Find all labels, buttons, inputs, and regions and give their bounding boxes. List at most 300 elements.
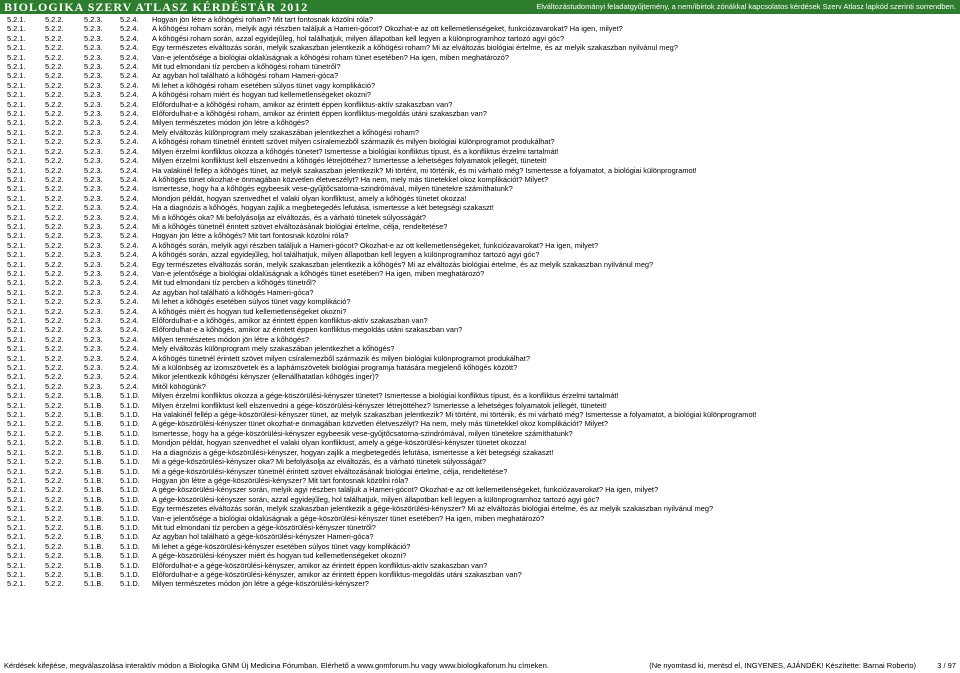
question-text: Ha valakinél fellép a gége-köszörülési-kényszer tünet, az melyik szakaszban jelentkezik? Mi történt, mi történik, és mi várható még? Ismertesse a folyamatot, a biológiai különprogramot! xyxy=(152,410,757,420)
section-code-2: 5.2.2. xyxy=(45,513,64,523)
section-code-1: 5.2.1. xyxy=(7,400,26,410)
question-table-wrapper xyxy=(0,15,960,589)
section-code-4: 5.2.4. xyxy=(120,231,139,241)
section-code-2: 5.2.2. xyxy=(45,99,64,109)
section-code-1: 5.2.1. xyxy=(7,268,26,278)
table-row xyxy=(0,62,960,71)
section-code-2: 5.2.2. xyxy=(45,287,64,297)
table-row xyxy=(0,532,960,541)
section-code-4: 5.2.4. xyxy=(120,268,139,278)
section-code-2: 5.2.2. xyxy=(45,344,64,354)
section-code-3: 5.1.B. xyxy=(84,541,104,551)
table-row xyxy=(0,382,960,391)
question-text: Mely elváltozás különprogram mely szakaszában jelentkezhet a kőhögési roham? xyxy=(152,127,420,137)
section-code-3: 5.1.B. xyxy=(84,485,104,495)
section-code-3: 5.1.B. xyxy=(84,504,104,514)
table-row xyxy=(0,213,960,222)
section-code-3: 5.2.3. xyxy=(84,146,103,156)
question-text: Mi a különbség az izomszövetek és a laphámszövetek biológiai programja hatására megjelenő kőhögés között? xyxy=(152,363,518,373)
section-code-4: 5.1.D. xyxy=(120,494,140,504)
question-text: Előfordulhat-e a gége-köszörülési-kényszer, amikor az érintett éppen konfliktus-megoldás utáni szakaszban van? xyxy=(152,569,522,579)
table-row xyxy=(0,147,960,156)
section-code-2: 5.2.2. xyxy=(45,569,64,579)
section-code-4: 5.2.4. xyxy=(120,316,139,325)
section-code-3: 5.2.3. xyxy=(84,43,103,53)
section-code-4: 5.2.4. xyxy=(120,137,139,147)
section-code-3: 5.1.B. xyxy=(84,569,104,579)
question-text: Van-e jelentősége a biológiai oldalúságnak a gége-köszörülési-kényszer tünet esetében? Ha igen, miben meghatározó? xyxy=(152,513,545,523)
section-code-3: 5.2.3. xyxy=(84,137,103,147)
section-code-4: 5.2.4. xyxy=(120,33,139,43)
question-text: A gége-köszörülési-kényszer miért és hogyan tud kellemetlenségeket okozni? xyxy=(152,551,407,561)
section-code-2: 5.2.2. xyxy=(45,137,64,147)
section-code-3: 5.1.B. xyxy=(84,551,104,561)
section-code-4: 5.2.4. xyxy=(120,165,139,175)
section-code-1: 5.2.1. xyxy=(7,146,26,156)
table-row xyxy=(0,203,960,212)
question-text: Egy természetes elváltozás során, melyik szakaszban jelentkezik a kőhögési roham? Mi az elváltozás biológiai értelme, és az melyik szakaszban nyilvánul meg? xyxy=(152,43,678,53)
section-code-3: 5.1.B. xyxy=(84,494,104,504)
section-code-1: 5.2.1. xyxy=(7,419,26,429)
table-row xyxy=(0,495,960,504)
section-code-2: 5.2.2. xyxy=(45,297,64,307)
question-text: Mit tud elmondani tíz percben a gége-köszörülési-kényszer tünetről? xyxy=(152,522,376,532)
section-code-4: 5.2.4. xyxy=(120,278,139,288)
table-row xyxy=(0,53,960,62)
table-row xyxy=(0,166,960,175)
section-code-3: 5.1.B. xyxy=(84,457,104,467)
question-text: Hogyan jön létre a kőhögési roham? Mit tart fontosnak közölni róla? xyxy=(152,15,374,24)
section-code-3: 5.2.3. xyxy=(84,259,103,269)
section-code-3: 5.2.3. xyxy=(84,24,103,34)
section-code-1: 5.2.1. xyxy=(7,579,26,589)
section-code-3: 5.2.3. xyxy=(84,278,103,288)
section-code-1: 5.2.1. xyxy=(7,297,26,307)
table-row xyxy=(0,118,960,127)
section-code-2: 5.2.2. xyxy=(45,532,64,542)
section-code-3: 5.1.B. xyxy=(84,475,104,485)
section-code-3: 5.2.3. xyxy=(84,381,103,391)
question-text: Hogyan jön létre a gége-köszörülési-kényszer? Mit tart fontosnak közölni róla? xyxy=(152,475,409,485)
question-text: Van-e jelentősége a biológiai oldalúságnak a kőhögés tünet esetében? Ha igen, miben meghatározó? xyxy=(152,268,485,278)
question-text: Milyen természetes módon jön létre a kőhögés? xyxy=(152,334,309,344)
section-code-4: 5.1.D. xyxy=(120,457,140,467)
section-code-3: 5.2.3. xyxy=(84,287,103,297)
section-code-3: 5.2.3. xyxy=(84,15,103,24)
table-row xyxy=(0,429,960,438)
section-code-3: 5.1.B. xyxy=(84,466,104,476)
question-text: Előfordulhat-e a kőhögési roham, amikor az érintett éppen konfliktus-megoldás utáni szakaszban van? xyxy=(152,109,487,119)
section-code-4: 5.1.D. xyxy=(120,447,140,457)
section-code-1: 5.2.1. xyxy=(7,560,26,570)
section-code-2: 5.2.2. xyxy=(45,551,64,561)
section-code-4: 5.2.4. xyxy=(120,156,139,166)
section-code-3: 5.1.B. xyxy=(84,410,104,420)
question-text: Az agyban hol található a kőhögési roham Hameri-góca? xyxy=(152,71,339,81)
section-code-1: 5.2.1. xyxy=(7,118,26,128)
section-code-2: 5.2.2. xyxy=(45,372,64,382)
question-text: Egy természetes elváltozás során, melyik szakaszban jelentkezik a kőhögés? Mi az elváltozás biológiai értelme, és az melyik szakaszban nyilvánul meg? xyxy=(152,259,654,269)
section-code-4: 5.1.D. xyxy=(120,438,140,448)
table-row xyxy=(0,260,960,269)
section-code-2: 5.2.2. xyxy=(45,475,64,485)
section-code-2: 5.2.2. xyxy=(45,400,64,410)
section-code-1: 5.2.1. xyxy=(7,62,26,72)
table-row xyxy=(0,448,960,457)
section-code-2: 5.2.2. xyxy=(45,43,64,53)
question-text: A kőhögési roham miért és hogyan tud kellemetlenségeket okozni? xyxy=(152,90,371,100)
table-row xyxy=(0,542,960,551)
section-code-4: 5.2.4. xyxy=(120,381,139,391)
section-code-2: 5.2.2. xyxy=(45,560,64,570)
question-text: A kőhögés tünetnél érintett szövet milyen csíralemezből származik és milyen biológiai különprogramot produkálhat? xyxy=(152,353,530,363)
table-row xyxy=(0,109,960,118)
question-text: A kőhögés tünet okozhat-e önmagában közvetlen életveszélyt? Ha nem, mely más tünetekkel okoz komplikációt? Milyet? xyxy=(152,174,549,184)
section-code-1: 5.2.1. xyxy=(7,447,26,457)
table-row xyxy=(0,128,960,137)
section-code-2: 5.2.2. xyxy=(45,90,64,100)
section-code-2: 5.2.2. xyxy=(45,71,64,81)
section-code-1: 5.2.1. xyxy=(7,466,26,476)
section-code-4: 5.2.4. xyxy=(120,221,139,231)
section-code-4: 5.2.4. xyxy=(120,43,139,53)
section-code-3: 5.2.3. xyxy=(84,268,103,278)
section-code-4: 5.2.4. xyxy=(120,109,139,119)
section-code-2: 5.2.2. xyxy=(45,381,64,391)
table-row xyxy=(0,335,960,344)
section-code-4: 5.1.D. xyxy=(120,419,140,429)
section-code-1: 5.2.1. xyxy=(7,475,26,485)
section-code-3: 5.2.3. xyxy=(84,221,103,231)
table-row xyxy=(0,354,960,363)
section-code-1: 5.2.1. xyxy=(7,513,26,523)
question-text: Hogyan jön létre a kőhögés? Mit tart fontosnak közölni róla? xyxy=(152,231,349,241)
section-code-3: 5.2.3. xyxy=(84,33,103,43)
question-text: Előfordulhat-e a kőhögés, amikor az érintett éppen konfliktus-megoldás utáni szakaszban van? xyxy=(152,325,463,335)
question-text: A gége-köszörülési-kényszer tünet okozhat-e önmagában közvetlen életveszélyt? Ha nem, mely más tünetekkel okoz komplikációt? Milyet? xyxy=(152,419,608,429)
section-code-4: 5.2.4. xyxy=(120,24,139,34)
table-row xyxy=(0,175,960,184)
section-code-1: 5.2.1. xyxy=(7,316,26,325)
section-code-3: 5.1.B. xyxy=(84,391,104,401)
table-row xyxy=(0,401,960,410)
question-text: A gége-köszörülési-kényszer során, melyik agyi részben találjuk a Hameri-gócot? Okozhat-e az ott kellemetlenségeket, funkciózavarokat? Ha igen, milyet? xyxy=(152,485,659,495)
section-code-4: 5.2.4. xyxy=(120,212,139,222)
table-row xyxy=(0,100,960,109)
question-text: Milyen érzelmi konfliktus okozza a gége-köszörülési-kényszer tünetet? Ismertesse a biológiai konfliktus típust, és a konfliktus érzelmi tartalmát! xyxy=(152,391,619,401)
section-code-4: 5.2.4. xyxy=(120,99,139,109)
section-code-3: 5.2.3. xyxy=(84,203,103,213)
section-code-2: 5.2.2. xyxy=(45,127,64,137)
table-row xyxy=(0,156,960,165)
table-row xyxy=(0,194,960,203)
section-code-2: 5.2.2. xyxy=(45,579,64,589)
section-code-3: 5.2.3. xyxy=(84,250,103,260)
section-code-2: 5.2.2. xyxy=(45,184,64,194)
section-code-1: 5.2.1. xyxy=(7,363,26,373)
table-row xyxy=(0,476,960,485)
section-code-3: 5.1.B. xyxy=(84,513,104,523)
section-code-2: 5.2.2. xyxy=(45,146,64,156)
table-row xyxy=(0,561,960,570)
question-text: Mitől köhögünk? xyxy=(152,381,206,391)
section-code-2: 5.2.2. xyxy=(45,80,64,90)
question-text: A kőhögési roham tünetnél érintett szövet milyen csíralemezből származik és milyen biológiai különprogramot produkálhat? xyxy=(152,137,555,147)
section-code-2: 5.2.2. xyxy=(45,363,64,373)
question-text: Ismertesse, hogy ha a gége-köszörülési-kényszer egybeesik vese-gyűjtőcsatorna-szindrómával, milyen tünetekre számíthatunk? xyxy=(152,428,573,438)
section-code-3: 5.2.3. xyxy=(84,118,103,128)
document-subtitle: Elváltozástudományi feladatgyűjtemény, a nem/ibirtok zónákkal kapcsolatos kérdések Szerv Atlasz lapkód szerinti sorrendben. xyxy=(536,2,956,11)
section-code-4: 5.2.4. xyxy=(120,71,139,81)
section-code-4: 5.1.D. xyxy=(120,541,140,551)
section-code-1: 5.2.1. xyxy=(7,137,26,147)
section-code-4: 5.1.D. xyxy=(120,513,140,523)
table-row xyxy=(0,363,960,372)
question-text: A gége-köszörülési-kényszer során, azzal egyidejűleg, hol találhatjuk, milyen állapotban kell legyen a különprogramhoz tartozó agyi góc? xyxy=(152,494,600,504)
table-row xyxy=(0,231,960,240)
section-code-3: 5.2.3. xyxy=(84,80,103,90)
table-row xyxy=(0,570,960,579)
section-code-1: 5.2.1. xyxy=(7,372,26,382)
section-code-1: 5.2.1. xyxy=(7,24,26,34)
section-code-2: 5.2.2. xyxy=(45,268,64,278)
section-code-1: 5.2.1. xyxy=(7,551,26,561)
section-code-2: 5.2.2. xyxy=(45,278,64,288)
section-code-4: 5.2.4. xyxy=(120,240,139,250)
section-code-3: 5.1.B. xyxy=(84,428,104,438)
section-code-2: 5.2.2. xyxy=(45,316,64,325)
section-code-4: 5.2.4. xyxy=(120,353,139,363)
section-code-1: 5.2.1. xyxy=(7,165,26,175)
table-row xyxy=(0,391,960,400)
table-row xyxy=(0,241,960,250)
section-code-2: 5.2.2. xyxy=(45,52,64,62)
question-table-body xyxy=(0,15,960,589)
section-code-3: 5.2.3. xyxy=(84,212,103,222)
section-code-3: 5.2.3. xyxy=(84,90,103,100)
section-code-1: 5.2.1. xyxy=(7,203,26,213)
question-text: Milyen érzelmi konfliktust kell elszenvedni a kőhögés létrejöttéhez? Ismertesse a lehetséges folyamatok jellegét, tüneteit! xyxy=(152,156,547,166)
section-code-4: 5.1.D. xyxy=(120,504,140,514)
section-code-3: 5.2.3. xyxy=(84,240,103,250)
section-code-4: 5.2.4. xyxy=(120,52,139,62)
section-code-2: 5.2.2. xyxy=(45,334,64,344)
section-code-4: 5.2.4. xyxy=(120,259,139,269)
section-code-2: 5.2.2. xyxy=(45,428,64,438)
section-code-2: 5.2.2. xyxy=(45,522,64,532)
section-code-1: 5.2.1. xyxy=(7,344,26,354)
page-number: 3 / 97 xyxy=(937,661,956,670)
section-code-3: 5.2.3. xyxy=(84,372,103,382)
section-code-2: 5.2.2. xyxy=(45,203,64,213)
question-text: Ha valakinél fellép a kőhögés tünet, az melyik szakaszban jelentkezik? Mi történt, mi történik, és mi várható még? Ismertesse a folyamatot, a biológiai különprogramot! xyxy=(152,165,697,175)
document-footer xyxy=(0,659,960,673)
question-text: Mi a kőhögés oka? Mi befolyásolja az elváltozás, és a várható tünetek súlyosságát? xyxy=(152,212,427,222)
section-code-4: 5.1.D. xyxy=(120,391,140,401)
section-code-3: 5.1.B. xyxy=(84,438,104,448)
question-text: Előfordulhat-e a gége-köszörülési-kényszer, amikor az érintett éppen konfliktus-aktív szakaszban van? xyxy=(152,560,488,570)
table-row xyxy=(0,278,960,287)
table-row xyxy=(0,514,960,523)
section-code-1: 5.2.1. xyxy=(7,109,26,119)
section-code-3: 5.2.3. xyxy=(84,325,103,335)
section-code-3: 5.1.B. xyxy=(84,522,104,532)
section-code-2: 5.2.2. xyxy=(45,494,64,504)
section-code-1: 5.2.1. xyxy=(7,43,26,53)
question-text: Az agyban hol található a gége-köszörülési-kényszer Hameri-góca? xyxy=(152,532,374,542)
section-code-4: 5.2.4. xyxy=(120,146,139,156)
footer-forum-note: Kérdések kifejtése, megválaszolása interaktív módon a Biologika GNM Új Medicina Fórumban. Elérhető a www.gnmforum.hu vagy www.biologikaforum.hu címeken. xyxy=(4,661,549,670)
section-code-2: 5.2.2. xyxy=(45,306,64,316)
section-code-3: 5.2.3. xyxy=(84,363,103,373)
question-text: Milyen érzelmi konfliktust kell elszenvedni a gége-köszörülési-kényszer létrejöttéhez? Ismertesse a lehetséges folyamatok jellegét, tüneteit! xyxy=(152,400,607,410)
footer-credit: (Ne nyomtasd ki, mentsd el, INGYENES, AJÁNDÉK! Készítette: Barnai Roberto) xyxy=(649,661,916,670)
section-code-2: 5.2.2. xyxy=(45,24,64,34)
section-code-2: 5.2.2. xyxy=(45,447,64,457)
section-code-2: 5.2.2. xyxy=(45,118,64,128)
section-code-2: 5.2.2. xyxy=(45,419,64,429)
section-code-4: 5.2.4. xyxy=(120,15,139,24)
section-code-3: 5.2.3. xyxy=(84,99,103,109)
section-code-3: 5.2.3. xyxy=(84,127,103,137)
section-code-3: 5.2.3. xyxy=(84,156,103,166)
section-code-4: 5.2.4. xyxy=(120,372,139,382)
question-text: Mely elváltozás különprogram mely szakaszában jelentkezhet a kőhögés? xyxy=(152,344,395,354)
section-code-2: 5.2.2. xyxy=(45,353,64,363)
question-text: Mondjon példát, hogyan szenvedhet el valaki olyan konfliktust, amely a kőhögés tünetet okozza! xyxy=(152,193,467,203)
table-row xyxy=(0,457,960,466)
section-code-1: 5.2.1. xyxy=(7,410,26,420)
section-code-4: 5.1.D. xyxy=(120,569,140,579)
section-code-2: 5.2.2. xyxy=(45,438,64,448)
table-row xyxy=(0,523,960,532)
question-text: A kőhögés miért és hogyan tud kellemetlenségeket okozni? xyxy=(152,306,347,316)
section-code-3: 5.2.3. xyxy=(84,193,103,203)
section-code-1: 5.2.1. xyxy=(7,457,26,467)
section-code-3: 5.2.3. xyxy=(84,231,103,241)
section-code-2: 5.2.2. xyxy=(45,165,64,175)
table-row xyxy=(0,344,960,353)
section-code-1: 5.2.1. xyxy=(7,90,26,100)
table-row xyxy=(0,90,960,99)
section-code-3: 5.2.3. xyxy=(84,165,103,175)
section-code-4: 5.1.D. xyxy=(120,485,140,495)
question-text: Mit tud elmondani tíz percben a kőhögés tünetről? xyxy=(152,278,316,288)
table-row xyxy=(0,81,960,90)
section-code-3: 5.1.B. xyxy=(84,532,104,542)
section-code-2: 5.2.2. xyxy=(45,15,64,24)
question-text: Mi lehet a gége-köszörülési-kényszer esetében súlyos tünet vagy komplikáció? xyxy=(152,541,411,551)
section-code-2: 5.2.2. xyxy=(45,33,64,43)
table-row xyxy=(0,372,960,381)
section-code-3: 5.2.3. xyxy=(84,297,103,307)
section-code-3: 5.2.3. xyxy=(84,71,103,81)
section-code-4: 5.1.D. xyxy=(120,560,140,570)
section-code-1: 5.2.1. xyxy=(7,306,26,316)
section-code-2: 5.2.2. xyxy=(45,109,64,119)
question-text: Ha a diagnózis a gége-köszörülési-kényszer, hogyan zajlik a megbetegedés lefutása, ismertesse a két betegségi szakaszt! xyxy=(152,447,554,457)
document-header xyxy=(0,0,960,14)
section-code-1: 5.2.1. xyxy=(7,15,26,24)
section-code-4: 5.2.4. xyxy=(120,174,139,184)
table-row xyxy=(0,316,960,325)
document-title: BIOLOGIKA SZERV ATLASZ KÉRDÉSTÁR 2012 xyxy=(4,0,309,14)
table-row xyxy=(0,222,960,231)
section-code-1: 5.2.1. xyxy=(7,334,26,344)
section-code-4: 5.2.4. xyxy=(120,118,139,128)
section-code-1: 5.2.1. xyxy=(7,193,26,203)
table-row xyxy=(0,34,960,43)
section-code-1: 5.2.1. xyxy=(7,231,26,241)
section-code-3: 5.2.3. xyxy=(84,52,103,62)
section-code-1: 5.2.1. xyxy=(7,325,26,335)
table-row xyxy=(0,297,960,306)
section-code-3: 5.1.B. xyxy=(84,447,104,457)
question-text: A kőhögési roham során, azzal egyidejűleg, hol találhatjuk, milyen állapotban kell legyen a különprogramhoz tartozó agyi góc? xyxy=(152,33,565,43)
table-row xyxy=(0,551,960,560)
section-code-3: 5.2.3. xyxy=(84,109,103,119)
section-code-1: 5.2.1. xyxy=(7,532,26,542)
question-text: A kőhögés során, melyik agyi részben találjuk a Hameri-gócot? Okozhat-e az ott kellemetlenségeket, funkciózavarokat? Ha igen, milyet? xyxy=(152,240,599,250)
question-text: Mi a kőhögés tünetnél érintett szövet elváltozásának biológiai értelme, célja, rendeltetése? xyxy=(152,221,448,231)
question-text: Ha a diagnózis a kőhögés, hogyan zajlik a megbetegedés lefutása, ismertesse a két betegségi szakaszt! xyxy=(152,203,494,213)
section-code-4: 5.2.4. xyxy=(120,297,139,307)
section-code-1: 5.2.1. xyxy=(7,212,26,222)
section-code-1: 5.2.1. xyxy=(7,504,26,514)
table-row xyxy=(0,15,960,24)
question-text: Milyen természetes módon jön létre a kőhögés? xyxy=(152,118,309,128)
section-code-3: 5.2.3. xyxy=(84,62,103,72)
section-code-4: 5.2.4. xyxy=(120,90,139,100)
section-code-2: 5.2.2. xyxy=(45,485,64,495)
section-code-3: 5.2.3. xyxy=(84,306,103,316)
section-code-4: 5.2.4. xyxy=(120,127,139,137)
section-code-1: 5.2.1. xyxy=(7,174,26,184)
section-code-3: 5.2.3. xyxy=(84,184,103,194)
section-code-1: 5.2.1. xyxy=(7,80,26,90)
table-row xyxy=(0,485,960,494)
question-text: Mi a gége-köszörülési-kényszer oka? Mi befolyásolja az elváltozás, és a várható tünetek súlyosságát? xyxy=(152,457,486,467)
table-row xyxy=(0,184,960,193)
table-row xyxy=(0,250,960,259)
section-code-1: 5.2.1. xyxy=(7,391,26,401)
section-code-2: 5.2.2. xyxy=(45,156,64,166)
question-text: A kőhögési roham során, melyik agyi részben találjuk a Hameri-gócot? Okozhat-e az ott kellemetlenségeket, funkciózavarokat? Ha igen, milyet? xyxy=(152,24,623,34)
section-code-4: 5.1.D. xyxy=(120,551,140,561)
table-row xyxy=(0,438,960,447)
section-code-1: 5.2.1. xyxy=(7,287,26,297)
question-text: A kőhögés során, azzal egyidejűleg, hol találhatjuk, milyen állapotban kell legyen a különprogramhoz tartozó agyi góc? xyxy=(152,250,540,260)
section-code-2: 5.2.2. xyxy=(45,466,64,476)
section-code-4: 5.2.4. xyxy=(120,80,139,90)
section-code-1: 5.2.1. xyxy=(7,71,26,81)
section-code-1: 5.2.1. xyxy=(7,485,26,495)
section-code-2: 5.2.2. xyxy=(45,325,64,335)
section-code-1: 5.2.1. xyxy=(7,541,26,551)
section-code-4: 5.2.4. xyxy=(120,184,139,194)
section-code-3: 5.1.B. xyxy=(84,579,104,589)
section-code-4: 5.1.D. xyxy=(120,400,140,410)
section-code-4: 5.2.4. xyxy=(120,306,139,316)
section-code-1: 5.2.1. xyxy=(7,33,26,43)
question-text: Milyen érzelmi konfliktus okozza a kőhögés tünetet? Ismertesse a biológiai konfliktus típust, és a konfliktus érzelmi tartalmát! xyxy=(152,146,559,156)
table-row xyxy=(0,24,960,33)
section-code-3: 5.2.3. xyxy=(84,344,103,354)
section-code-3: 5.2.3. xyxy=(84,334,103,344)
question-text: Milyen természetes módon jön létre a gége-köszörülési-kényszer? xyxy=(152,579,369,589)
section-code-2: 5.2.2. xyxy=(45,174,64,184)
section-code-1: 5.2.1. xyxy=(7,494,26,504)
